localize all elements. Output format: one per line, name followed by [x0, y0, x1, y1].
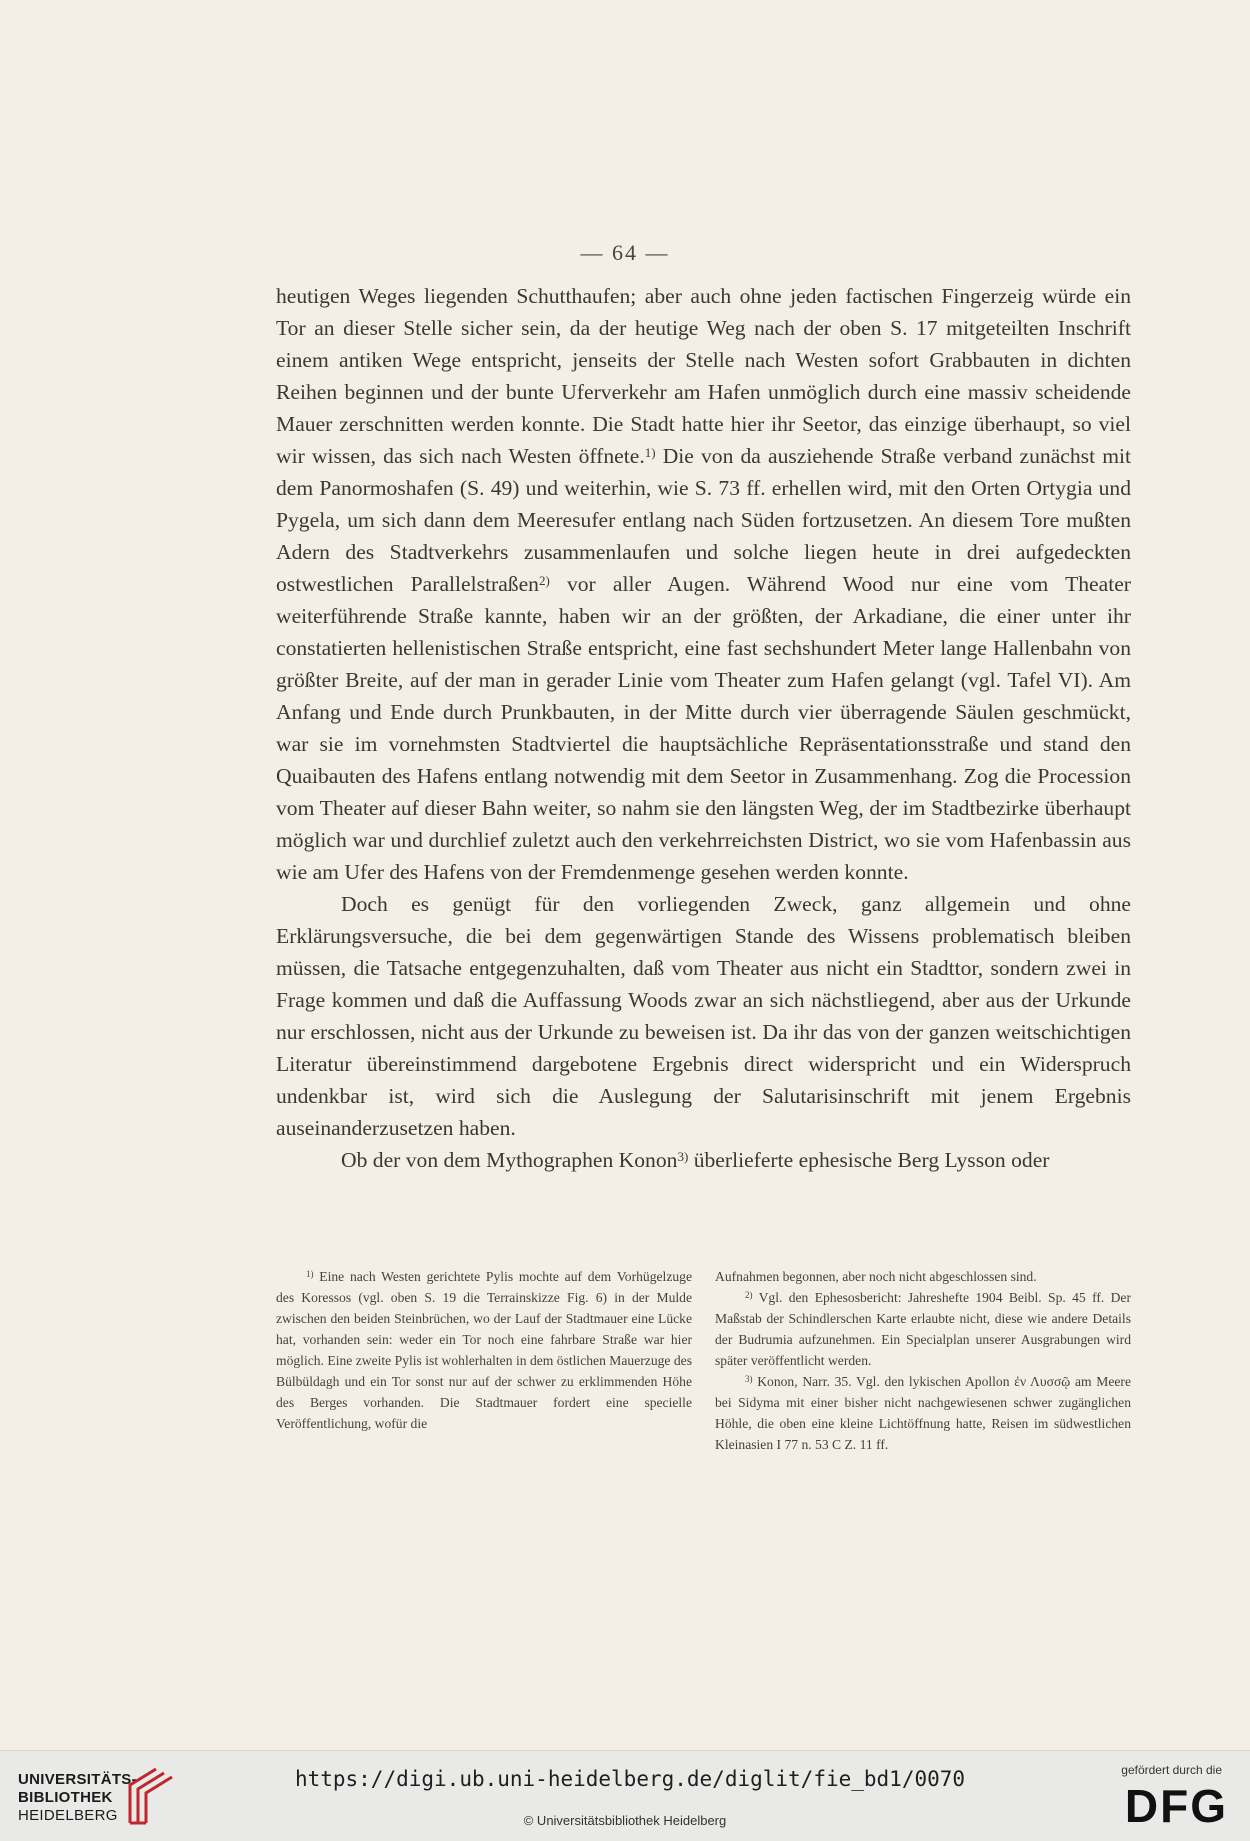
footnote-ref-2: 2)	[538, 573, 550, 588]
footnote-3-marker: 3)	[745, 1374, 753, 1384]
footnote-ref-3: 3)	[677, 1149, 689, 1164]
page-number: — 64 —	[580, 240, 670, 265]
footnote-1-continuation: Aufnahmen begonnen, aber noch nicht abgeschlossen sind.	[715, 1269, 1037, 1284]
footnote-ref-1: 1)	[644, 445, 656, 460]
library-name-line-2: BIBLIOTHEK	[18, 1789, 113, 1806]
funding-caption: gefördert durch die	[1121, 1763, 1222, 1777]
footnote-2-text: Vgl. den Ephesosbericht: Jahreshefte 1904 Beibl. Sp. 45 ff. Der Maßstab der Schindlerschen Karte erlaubte nicht, diese wie andere Details der Budrumia aufzunehmen. Ein Specialplan unserer Ausgrabungen wird später veröffentlicht werden.	[715, 1290, 1131, 1368]
paragraph-3-text: Ob der von dem Mythographen Konon	[341, 1148, 678, 1172]
footnote-3	[715, 1371, 1131, 1455]
footnotes-right-column	[715, 1266, 1131, 1455]
paragraph-1-end: vor aller Augen. Während Wood nur eine vom Theater weiterführende Straße kannte, haben wir an der größten, der Arkadiane, die einer unter ihr constatierten hellenistischen Straße entspricht, eine fast sechshundert Meter lange Hallenbahn von größter Breite, auf der man in gerader Linie vom Theater zum Hafen gelangt (vgl. Tafel VI). Am Anfang und Ende durch Prunkbauten, in der Mitte durch vier überragende Säulen geschmückt, war sie im vornehmsten Stadtviertel die hauptsächliche Repräsentationsstraße und stand den Quaibauten des Hafens entlang notwendig mit dem Seetor in Zusammenhang. Zog die Procession vom Theater auf dieser Bahn weiter, so nahm sie den längsten Weg, der im Stadtbezirke überhaupt möglich war und durchlief zuletzt auch den verkehrreichsten District, wo sie vom Hafenbassin aus wie am Ufer des Hafens von der Fremdenmenge gesehen werden konnte.	[276, 572, 1132, 884]
footnote-3-text: Konon, Narr. 35. Vgl. den lykischen Apollon ἐν Λυσσῷ am Meere bei Sidyma mit einer bisher nicht nachgewiesenen schwer zugänglichen Höhle, die oben eine kleine Lichtöffnung hatte, Reisen im südwestlichen Kleinasien I 77 n. 53 C Z. 11 ff.	[715, 1374, 1131, 1452]
paragraph-1-continuation: Die von da ausziehende Straße verband zunächst mit dem Panormoshafen (S. 49) und weiterhin, wie S. 73 ff. erhellen wird, mit den Orten Ortygia und Pygela, um sich dann dem Meeresufer entlang nach Süden fortzusetzen. An diesem Tore mußten Adern des Stadtverkehrs zusammenlaufen und solche liegen heute in drei aufgedeckten ostwestlichen Parallelstraßen	[276, 444, 1131, 596]
library-name-line-3: HEIDELBERG	[18, 1807, 118, 1824]
paragraph-1-text: heutigen Weges liegenden Schutthaufen; aber auch ohne jeden factischen Fingerzeig würde ein Tor an dieser Stelle sicher sein, da der heutige Weg nach der oben S. 17 mitgeteilten Inschrift einem antiken Wege entspricht, jenseits der Stelle nach Westen sofort Grabbauten in dichten Reihen beginnen und der bunte Uferverkehr am Hafen unmöglich durch eine massiv scheidende Mauer zerschnitten werden konnte. Die Stadt hatte hier ihr Seetor, das einzige überhaupt, so viel wir wissen, das sich nach Westen öffnete.	[276, 284, 1131, 468]
library-name-line-1: UNIVERSITÄTS-	[18, 1771, 137, 1788]
page-permalink[interactable]: https://digi.ub.uni-heidelberg.de/diglit/fie_bd1/0070	[294, 1767, 966, 1791]
footnote-1-text: Eine nach Westen gerichtete Pylis mochte auf dem Vorhügelzuge des Koressos (vgl. oben S. 19 die Terrainskizze Fig. 6) in der Mulde zwischen den beiden Steinbrüchen, wo der Lauf der Stadtmauer eine Lücke hat, vorhanden sein: weder ein Tor noch eine fahrbare Straße war hier möglich. Eine zweite Pylis ist wohlerhalten in dem östlichen Mauerzuge des Bülbüldagh und ein Tor sonst nur auf der schwer zu erklimmenden Höhe des Berges vorhanden. Die Stadtmauer fordert eine specielle Veröffentlichung, wofür die	[276, 1269, 692, 1431]
footnotes-left-column	[276, 1266, 692, 1455]
viewer-footer	[0, 1750, 1250, 1841]
paragraph-2: Doch es genügt für den vorliegenden Zweck, ganz allgemein und ohne Erklärungsversuche, die bei dem gegenwärtigen Stande des Wissens problematisch bleiben müssen, die Tatsache entgegenzuhalten, daß vom Theater aus nicht ein Stadttor, sondern zwei in Frage kommen und daß die Auffassung Woods zwar an sich nächstliegend, aber aus der Urkunde nur erschlossen, nicht aus der Urkunde zu beweisen ist. Da ihr das von der ganzen weitschichtigen Literatur übereinstimmend dargebotene Ergebnis direct widerspricht und ein Widerspruch undenkbar ist, wird sich die Auslegung der Salutarisinschrift mit jenem Ergebnis auseinanderzusetzen haben.	[276, 892, 1131, 1140]
paragraph-3	[276, 1144, 1131, 1176]
footnote-2-marker: 2)	[745, 1290, 753, 1300]
paragraph-3-continuation: überlieferte ephesische Berg Lysson oder	[688, 1148, 1050, 1172]
dfg-logo: DFG	[1124, 1780, 1228, 1832]
footnote-1-marker: 1)	[306, 1269, 314, 1279]
paragraph-1	[276, 280, 1131, 888]
copyright-notice: © Universitätsbibliothek Heidelberg	[523, 1813, 727, 1828]
footnotes	[276, 1266, 1131, 1455]
main-text	[276, 280, 1131, 1176]
footnote-1	[276, 1266, 692, 1434]
footnote-2	[715, 1287, 1131, 1371]
